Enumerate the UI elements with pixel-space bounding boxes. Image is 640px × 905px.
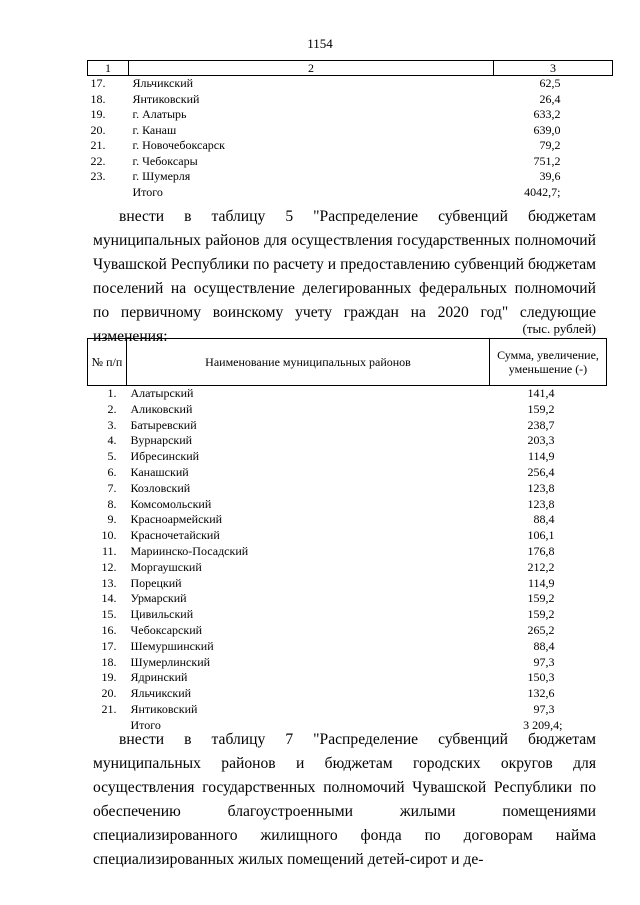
row-name: Яльчикский (132, 76, 194, 90)
table-row (88, 670, 607, 686)
row-number: 10. (101, 528, 117, 543)
row-name: Цивильский (130, 607, 194, 622)
row-name: Моргаушский (130, 559, 202, 574)
row-value: 159,2 (527, 401, 555, 416)
table-row (88, 481, 607, 497)
row-name: Яльчикский (130, 686, 192, 701)
row-number: 2. (107, 401, 117, 416)
table-continuation (87, 60, 613, 200)
table-row (88, 433, 607, 449)
row-name: Вурнарский (130, 433, 193, 448)
table-row (88, 449, 607, 465)
row-number: 4. (107, 433, 117, 448)
table-row (88, 528, 607, 544)
row-number: 21. (90, 138, 106, 152)
table-row (88, 465, 607, 481)
row-name: Ядринский (130, 670, 188, 685)
column-header-name: Наименование муниципальных районов (127, 339, 490, 386)
row-value: 97,3 (533, 654, 555, 669)
row-value: 633,2 (533, 107, 561, 121)
row-number: 11. (101, 543, 117, 558)
table-row (88, 591, 607, 607)
table-row (88, 686, 607, 702)
total-label: Итого (130, 717, 161, 732)
row-value: 639,0 (533, 122, 561, 137)
table-row (88, 639, 607, 655)
table-header-col-1: 1 (88, 61, 129, 76)
row-number: 6. (107, 464, 117, 479)
row-number: 19. (90, 107, 106, 121)
row-value: 39,6 (539, 169, 561, 183)
row-name: Алатырский (130, 386, 194, 400)
row-number: 20. (90, 122, 106, 137)
row-value: 256,4 (527, 464, 555, 479)
row-value: 123,8 (527, 480, 555, 495)
row-name: г. Шумерля (132, 169, 191, 183)
total-label: Итого (132, 184, 163, 199)
row-name: Комсомольский (130, 496, 212, 511)
table-row (88, 623, 607, 639)
row-value: 88,4 (533, 638, 555, 653)
row-name: Шемуршинский (130, 638, 214, 653)
table-row (88, 607, 607, 623)
row-value: 97,3 (533, 701, 555, 716)
row-value: 159,2 (527, 591, 555, 606)
row-number: 19. (101, 670, 117, 685)
row-number: 14. (101, 591, 117, 606)
table-row (88, 76, 613, 92)
row-number: 23. (90, 169, 106, 183)
row-name: г. Новочебоксарск (132, 138, 225, 152)
row-value: 203,3 (527, 433, 555, 448)
total-value: 3 209,4; (523, 717, 563, 732)
row-value: 132,6 (527, 686, 555, 701)
table-row (88, 655, 607, 671)
row-value: 141,4 (527, 386, 555, 400)
row-value: 26,4 (539, 91, 561, 106)
table-row (88, 702, 607, 718)
row-value: 106,1 (527, 528, 555, 543)
row-value: 114,9 (527, 449, 555, 464)
row-number: 9. (107, 512, 117, 527)
row-number: 17. (101, 638, 117, 653)
row-value: 123,8 (527, 496, 555, 511)
row-value: 751,2 (533, 153, 561, 168)
row-name: г. Канаш (132, 122, 177, 137)
units-label: (тыс. рублей) (522, 321, 596, 336)
row-name: Мариинско-Посадский (130, 543, 249, 558)
table-row (88, 107, 613, 123)
row-value: 176,8 (527, 543, 555, 558)
total-value: 4042,7; (524, 184, 561, 199)
table-header-col-2: 2 (129, 61, 494, 76)
column-header-number: № п/п (88, 339, 127, 386)
row-name: Аликовский (130, 401, 193, 416)
row-value: 150,3 (527, 670, 555, 685)
row-number: 8. (107, 496, 117, 511)
table-row (88, 169, 613, 185)
row-number: 12. (101, 559, 117, 574)
row-name: Янтиковский (132, 91, 200, 106)
table-row (88, 123, 613, 139)
total-empty (88, 185, 129, 201)
row-value: 212,2 (527, 559, 555, 574)
row-number: 20. (101, 686, 117, 701)
row-value: 79,2 (539, 138, 561, 152)
row-number: 18. (101, 654, 117, 669)
table-row (88, 544, 607, 560)
row-value: 265,2 (527, 622, 555, 637)
table-row (88, 92, 613, 108)
table-subventions (87, 338, 607, 734)
row-number: 5. (107, 449, 117, 464)
table-header-col-3: 3 (494, 61, 613, 76)
table-row (88, 138, 613, 154)
row-number: 18. (90, 91, 106, 106)
row-name: Батыревский (130, 417, 197, 432)
total-row (88, 185, 613, 201)
row-number: 3. (107, 417, 117, 432)
row-value: 62,5 (539, 76, 561, 90)
row-name: г. Алатырь (132, 107, 187, 121)
row-name: Урмарский (130, 591, 187, 606)
table-row (88, 386, 607, 402)
row-value: 114,9 (527, 575, 555, 590)
row-name: Ибресинский (130, 449, 200, 464)
row-number: 13. (101, 575, 117, 590)
row-number: 7. (107, 480, 117, 495)
table-row (88, 402, 607, 418)
row-value: 88,4 (533, 512, 555, 527)
table-row (88, 512, 607, 528)
row-name: Красноармейский (130, 512, 223, 527)
row-number: 21. (101, 701, 117, 716)
row-name: Шумерлинский (130, 654, 211, 669)
paragraph-table7-changes: внести в таблицу 7 "Распределение субвенций бюджетам муниципальных районов и бюджетам городских округов для осуществления государственных полномочий Чувашской Республики по обеспечению благоустроенными жилыми помещениями специализированного жилищного фонда по договорам найма специализированных жилых помещений детей-сирот и де- (93, 731, 596, 868)
table-row (88, 497, 607, 513)
row-name: Порецкий (130, 575, 182, 590)
row-name: Красночетайский (130, 528, 220, 543)
row-name: Канашский (130, 464, 189, 479)
row-name: Чебоксарский (130, 622, 203, 637)
row-number: 1. (107, 386, 117, 400)
row-value: 238,7 (527, 417, 555, 432)
row-number: 15. (101, 607, 117, 622)
row-value: 159,2 (527, 607, 555, 622)
row-name: г. Чебоксары (132, 153, 198, 168)
table-row (88, 576, 607, 592)
paragraph-table5-changes: внести в таблицу 5 "Распределение субвенций бюджетам муниципальных районов для осуществления государственных полномочий Чувашской Республики по расчету и предоставлению субвенций бюджетам поселений на осуществление делегированных федеральных полномочий по первичному воинскому учету граждан на 2020 год" следующие изменения: (93, 208, 596, 345)
table-row (88, 154, 613, 170)
row-number: 22. (90, 153, 106, 168)
table-row (88, 560, 607, 576)
row-name: Янтиковский (130, 701, 198, 716)
table-row (88, 418, 607, 434)
row-name: Козловский (130, 480, 191, 495)
row-number: 16. (101, 622, 117, 637)
row-number: 17. (90, 76, 106, 90)
page-number: 1154 (307, 36, 333, 51)
column-header-sum: Сумма, увеличение, уменьшение (-) (490, 339, 607, 386)
